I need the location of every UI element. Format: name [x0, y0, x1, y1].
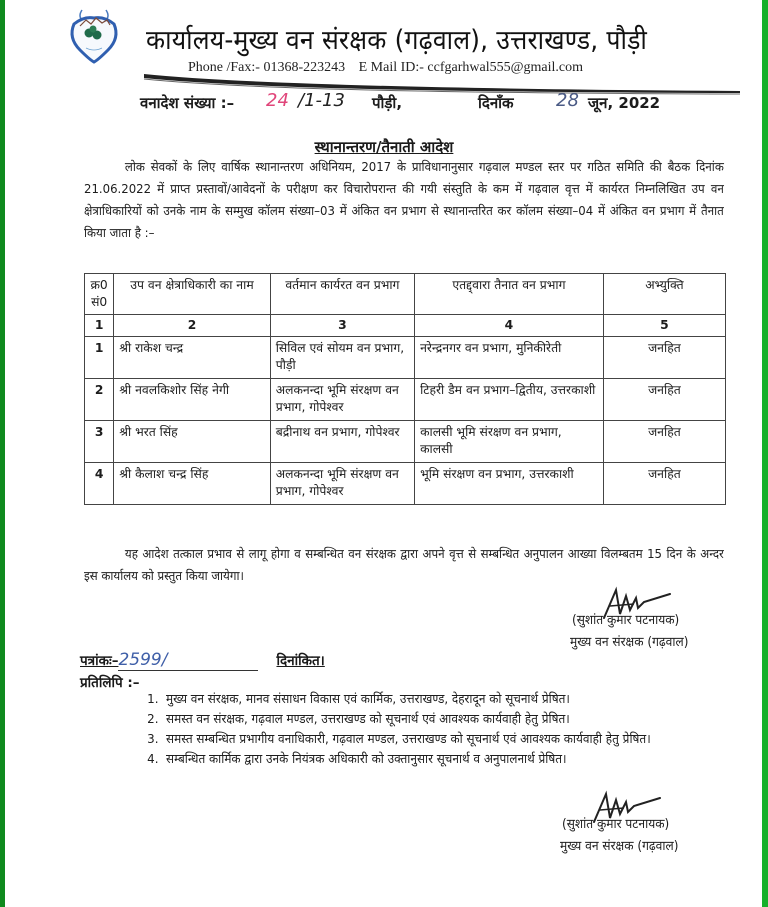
order-number-handwritten: 24 [266, 90, 289, 111]
cell-posted-division: कालसी भूमि संरक्षण वन प्रभाग, कालसी [415, 421, 604, 463]
copy-item: 2. समस्त वन संरक्षक, गढ़वाल मण्डल, उत्तराखण्ड को सूचनार्थ एवं आवश्यक कार्यवाही हेतु प्रेषित। [162, 710, 711, 730]
order-title: स्थानान्तरण/तैनाती आदेश [314, 138, 454, 156]
cell-officer-name: श्री भरत सिंह [114, 421, 270, 463]
signatory-name: (सुशांत कुमार पटनायक) [562, 817, 670, 832]
header-officer-name: उप वन क्षेत्राधिकारी का नाम [114, 274, 270, 315]
cell-posted-division: भूमि संरक्षण वन प्रभाग, उत्तरकाशी [415, 463, 604, 505]
place: पौड़ी, [372, 94, 403, 112]
table-row [85, 421, 726, 463]
column-number: 1 [85, 315, 114, 337]
transfer-table [84, 273, 726, 505]
header-remark: अभ्युक्ति [603, 274, 725, 315]
table-row [85, 337, 726, 379]
cell-current-division: सिविल एवं सोयम वन प्रभाग, पौड़ी [270, 337, 414, 379]
cell-remark: जनहित [603, 463, 725, 505]
cell-serial: 4 [85, 463, 114, 505]
signature-block [570, 596, 730, 650]
reference-line [140, 90, 720, 115]
column-number: 2 [114, 315, 270, 337]
patrank-number-handwritten: 2599/ [118, 650, 258, 671]
cell-current-division: अलकनन्दा भूमि संरक्षण वन प्रभाग, गोपेश्वर [270, 379, 414, 421]
table-row [85, 463, 726, 505]
signatory-name: (सुशांत कुमार पटनायक) [572, 613, 680, 628]
signatory-designation: मुख्य वन संरक्षक (गढ़वाल) [570, 635, 689, 650]
cell-posted-division: टिहरी डैम वन प्रभाग–द्वितीय, उत्तरकाशी [415, 379, 604, 421]
signatory-designation: मुख्य वन संरक्षक (गढ़वाल) [560, 839, 679, 854]
header-posted-division: एतद्द्वारा तैनात वन प्रभाग [415, 274, 604, 315]
cell-serial: 3 [85, 421, 114, 463]
column-number: 3 [270, 315, 414, 337]
cell-serial: 2 [85, 379, 114, 421]
column-number: 5 [603, 315, 725, 337]
column-number-row [85, 315, 726, 337]
cell-officer-name: श्री नवलकिशोर सिंह नेगी [114, 379, 270, 421]
uttarakhand-forest-emblem-icon [62, 4, 126, 64]
cell-current-division: बद्रीनाथ वन प्रभाग, गोपेश्वर [270, 421, 414, 463]
cell-serial: 1 [85, 337, 114, 379]
letterhead-rule [40, 62, 740, 96]
email: E Mail ID:- ccfgarhwal555@gmail.com [358, 60, 583, 75]
header-serial: क्र0 सं0 [85, 274, 114, 315]
header-current-division: वर्तमान कार्यरत वन प्रभाग [270, 274, 414, 315]
copy-item: 3. समस्त सम्बन्धित प्रभागीय वनाधिकारी, गढ़वाल मण्डल, उत्तराखण्ड को सूचनार्थ एवं आवश्यक कार्यवाही हेतु प्रेषित। [162, 730, 711, 750]
intro-paragraph: लोक सेवकों के लिए वार्षिक स्थानान्तरण अधिनियम, 2017 के प्राविधानानुसार गढ़वाल मण्डल स्तर पर गठित समिति की बैठक दिनांक 21.06.2022 में प्राप्त प्रस्तावों/आवेदनों के परीक्षण कर विचारोपरान्त की गयी संस्तुति के कम में गढ़वाल वृत्त में कार्यरत निम्नलिखित उप वन क्षेत्राधिकारियों को उनके नाम के सम्मुख कॉलम संख्या–03 में अंकित वन प्रभाग से स्थानान्तरित कर कॉलम संख्या–04 में अंकित वन प्रभाग में तैनात किया जाता है :– [84, 159, 724, 240]
cell-remark: जनहित [603, 421, 725, 463]
pratilipi-label: प्रतिलिपि :– [80, 675, 140, 691]
signature-block [560, 800, 730, 854]
copy-item: 1. मुख्य वन संरक्षक, मानव संसाधन विकास एवं कार्मिक, उत्तराखण्ड, देहरादून को सूचनार्थ प्रेषित। [162, 690, 711, 710]
office-title: कार्यालय-मुख्य वन संरक्षक (गढ़वाल), उत्तराखण्ड, पौड़ी [146, 25, 647, 56]
letter-number-line [80, 650, 325, 671]
phone-fax: Phone /Fax:- 01368-223243 [188, 60, 346, 75]
cell-current-division: अलकनन्दा भूमि संरक्षण वन प्रभाग, गोपेश्वर [270, 463, 414, 505]
vanadesh-label: वनादेश संख्या :– [140, 94, 235, 112]
date-label: दिनाँक [478, 94, 514, 112]
cell-remark: जनहित [603, 379, 725, 421]
cell-officer-name: श्री राकेश चन्द्र [114, 337, 270, 379]
table-header-row [85, 274, 726, 315]
date-month-year: जून, 2022 [588, 94, 661, 112]
column-number: 4 [415, 315, 604, 337]
copy-item: 4. सम्बन्धित कार्मिक द्वारा उनके नियंत्रक अधिकारी को उक्तानुसार सूचनार्थ व अनुपालनार्थ प्रेषित। [162, 750, 711, 770]
order-number-suffix: /1-13 [298, 90, 345, 111]
cell-posted-division: नरेन्द्रनगर वन प्रभाग, मुनिकीरेती [415, 337, 604, 379]
patrank-label: पत्रांकः– [80, 653, 119, 669]
cell-remark: जनहित [603, 337, 725, 379]
table-row [85, 379, 726, 421]
copy-list [140, 690, 711, 770]
dinankit-label: दिनांकित। [276, 653, 325, 669]
compliance-paragraph: यह आदेश तत्काल प्रभाव से लागू होगा व सम्बन्धित वन संरक्षक द्वारा अपने वृत्त से सम्बन्धित अनुपालन आख्या विलम्बतम 15 दिन के अन्दर इस कार्यालय को प्रस्तुत किया जायेगा। [84, 546, 724, 583]
cell-officer-name: श्री कैलाश चन्द्र सिंह [114, 463, 270, 505]
date-day-handwritten: 28 [556, 90, 579, 111]
